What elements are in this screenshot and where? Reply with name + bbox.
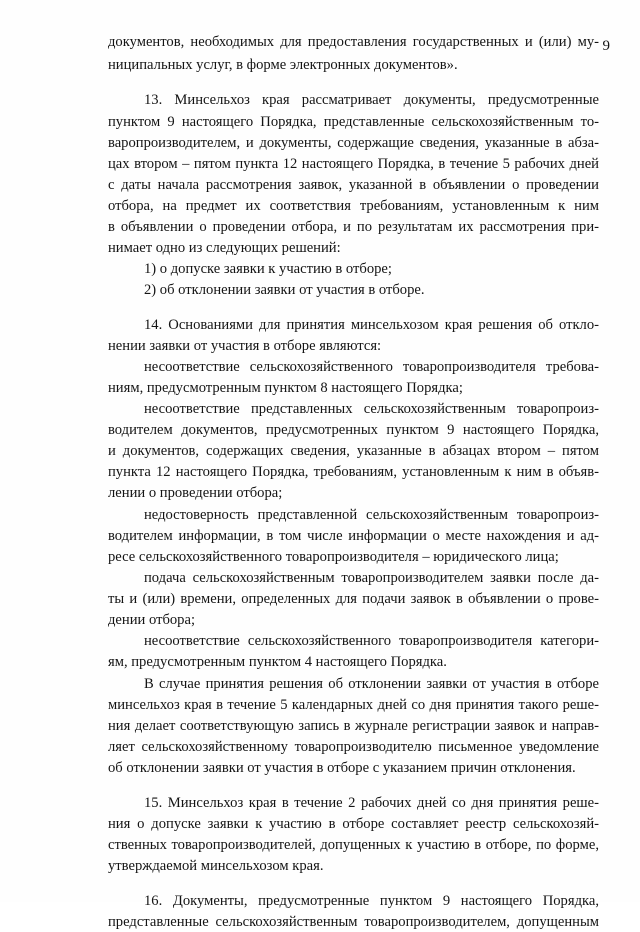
text-line: представленные сельскохозяйственным товаропроизводителем, допущенным bbox=[108, 914, 599, 930]
text-line: с даты начала рассмотрения заявок, указанной в объявлении о проведении bbox=[108, 177, 599, 193]
text-line: отбора, на предмет их соответствия требованиям, установленным к ним bbox=[108, 198, 599, 214]
text-line: ты и (или) времени, определенных для подачи заявок в объявлении о прове- bbox=[108, 591, 599, 607]
text-line: 2) об отклонении заявки от участия в отборе. bbox=[144, 282, 425, 298]
text-line: дении отбора; bbox=[108, 612, 196, 628]
text-line: цах втором – пятом пункта 12 настоящего Порядка, в течение 5 рабочих дней bbox=[108, 156, 599, 172]
text-line: ям, предусмотренным пунктом 4 настоящего Порядка. bbox=[108, 654, 447, 670]
text-line: ния делает соответствующую запись в журнале регистрации заявок и направ- bbox=[108, 718, 599, 734]
text-line: водителем информации, в том числе информации о месте нахождения и ад- bbox=[108, 528, 599, 544]
text-line: ресе сельскохозяйственного товаропроизводителя – юридического лица; bbox=[108, 549, 559, 565]
text-line: варопроизводителем, и документы, содержащие сведения, указанные в абза- bbox=[108, 135, 599, 151]
text-line: лении о проведении отбора; bbox=[108, 485, 283, 501]
text-line: несоответствие сельскохозяйственного товаропроизводителя категори- bbox=[144, 633, 599, 649]
text-line: 16. Документы, предусмотренные пунктом 9 настоящего Порядка, bbox=[144, 893, 599, 909]
text-line: минсельхоз края в течение 5 календарных дней со дня принятия такого реше- bbox=[108, 697, 599, 713]
text-line: документов, необходимых для предоставления государственных и (или) му- bbox=[108, 34, 599, 50]
text-line: пункта 12 настоящего Порядка, требованиям, установленным к ним в объяв- bbox=[108, 464, 599, 480]
text-line: ляет сельскохозяйственному товаропроизводителю письменное уведомление bbox=[108, 739, 599, 755]
text-line: водителем документов, предусмотренных пунктом 9 настоящего Порядка, bbox=[108, 422, 599, 438]
text-line: пунктом 9 настоящего Порядка, представленные сельскохозяйственным то- bbox=[108, 114, 599, 130]
text-line: 1) о допуске заявки к участию в отборе; bbox=[144, 261, 392, 277]
text-line: ственных товаропроизводителей, допущенных к участию в отборе, по форме, bbox=[108, 837, 599, 853]
text-line: недостоверность представленной сельскохозяйственным товаропроиз- bbox=[144, 507, 599, 523]
text-line: несоответствие представленных сельскохозяйственным товаропроиз- bbox=[144, 401, 599, 417]
text-line: об отклонении заявки от участия в отборе с указанием причин отклонения. bbox=[108, 760, 576, 776]
text-line: В случае принятия решения об отклонении заявки от участия в отборе bbox=[144, 676, 599, 692]
text-line: 15. Минсельхоз края в течение 2 рабочих дней со дня принятия реше- bbox=[144, 795, 599, 811]
text-line: несоответствие сельскохозяйственного товаропроизводителя требова- bbox=[144, 359, 599, 375]
page-number: 9 bbox=[602, 38, 610, 54]
text-line: ния о допуске заявки к участию в отборе составляет реестр сельскохозяй- bbox=[108, 816, 599, 832]
text-line: и документов, содержащих сведения, указанные в абзацах втором – пятом bbox=[108, 443, 599, 459]
text-line: 14. Основаниями для принятия минсельхозом края решения об откло- bbox=[144, 317, 599, 333]
text-line: ниям, предусмотренным пунктом 8 настоящего Порядка; bbox=[108, 380, 463, 396]
text-line: в объявлении о проведении отбора, и по результатам их рассмотрения при- bbox=[108, 219, 599, 235]
text-line: нении заявки от участия в отборе являются: bbox=[108, 338, 382, 354]
text-line: 13. Минсельхоз края рассматривает документы, предусмотренные bbox=[144, 92, 599, 108]
text-line: утверждаемой минсельхозом края. bbox=[108, 858, 324, 874]
text-line: нимает одно из следующих решений: bbox=[108, 240, 341, 256]
text-line: ниципальных услуг, в форме электронных документов». bbox=[108, 57, 458, 73]
text-line: подача сельскохозяйственным товаропроизводителем заявки после да- bbox=[144, 570, 599, 586]
